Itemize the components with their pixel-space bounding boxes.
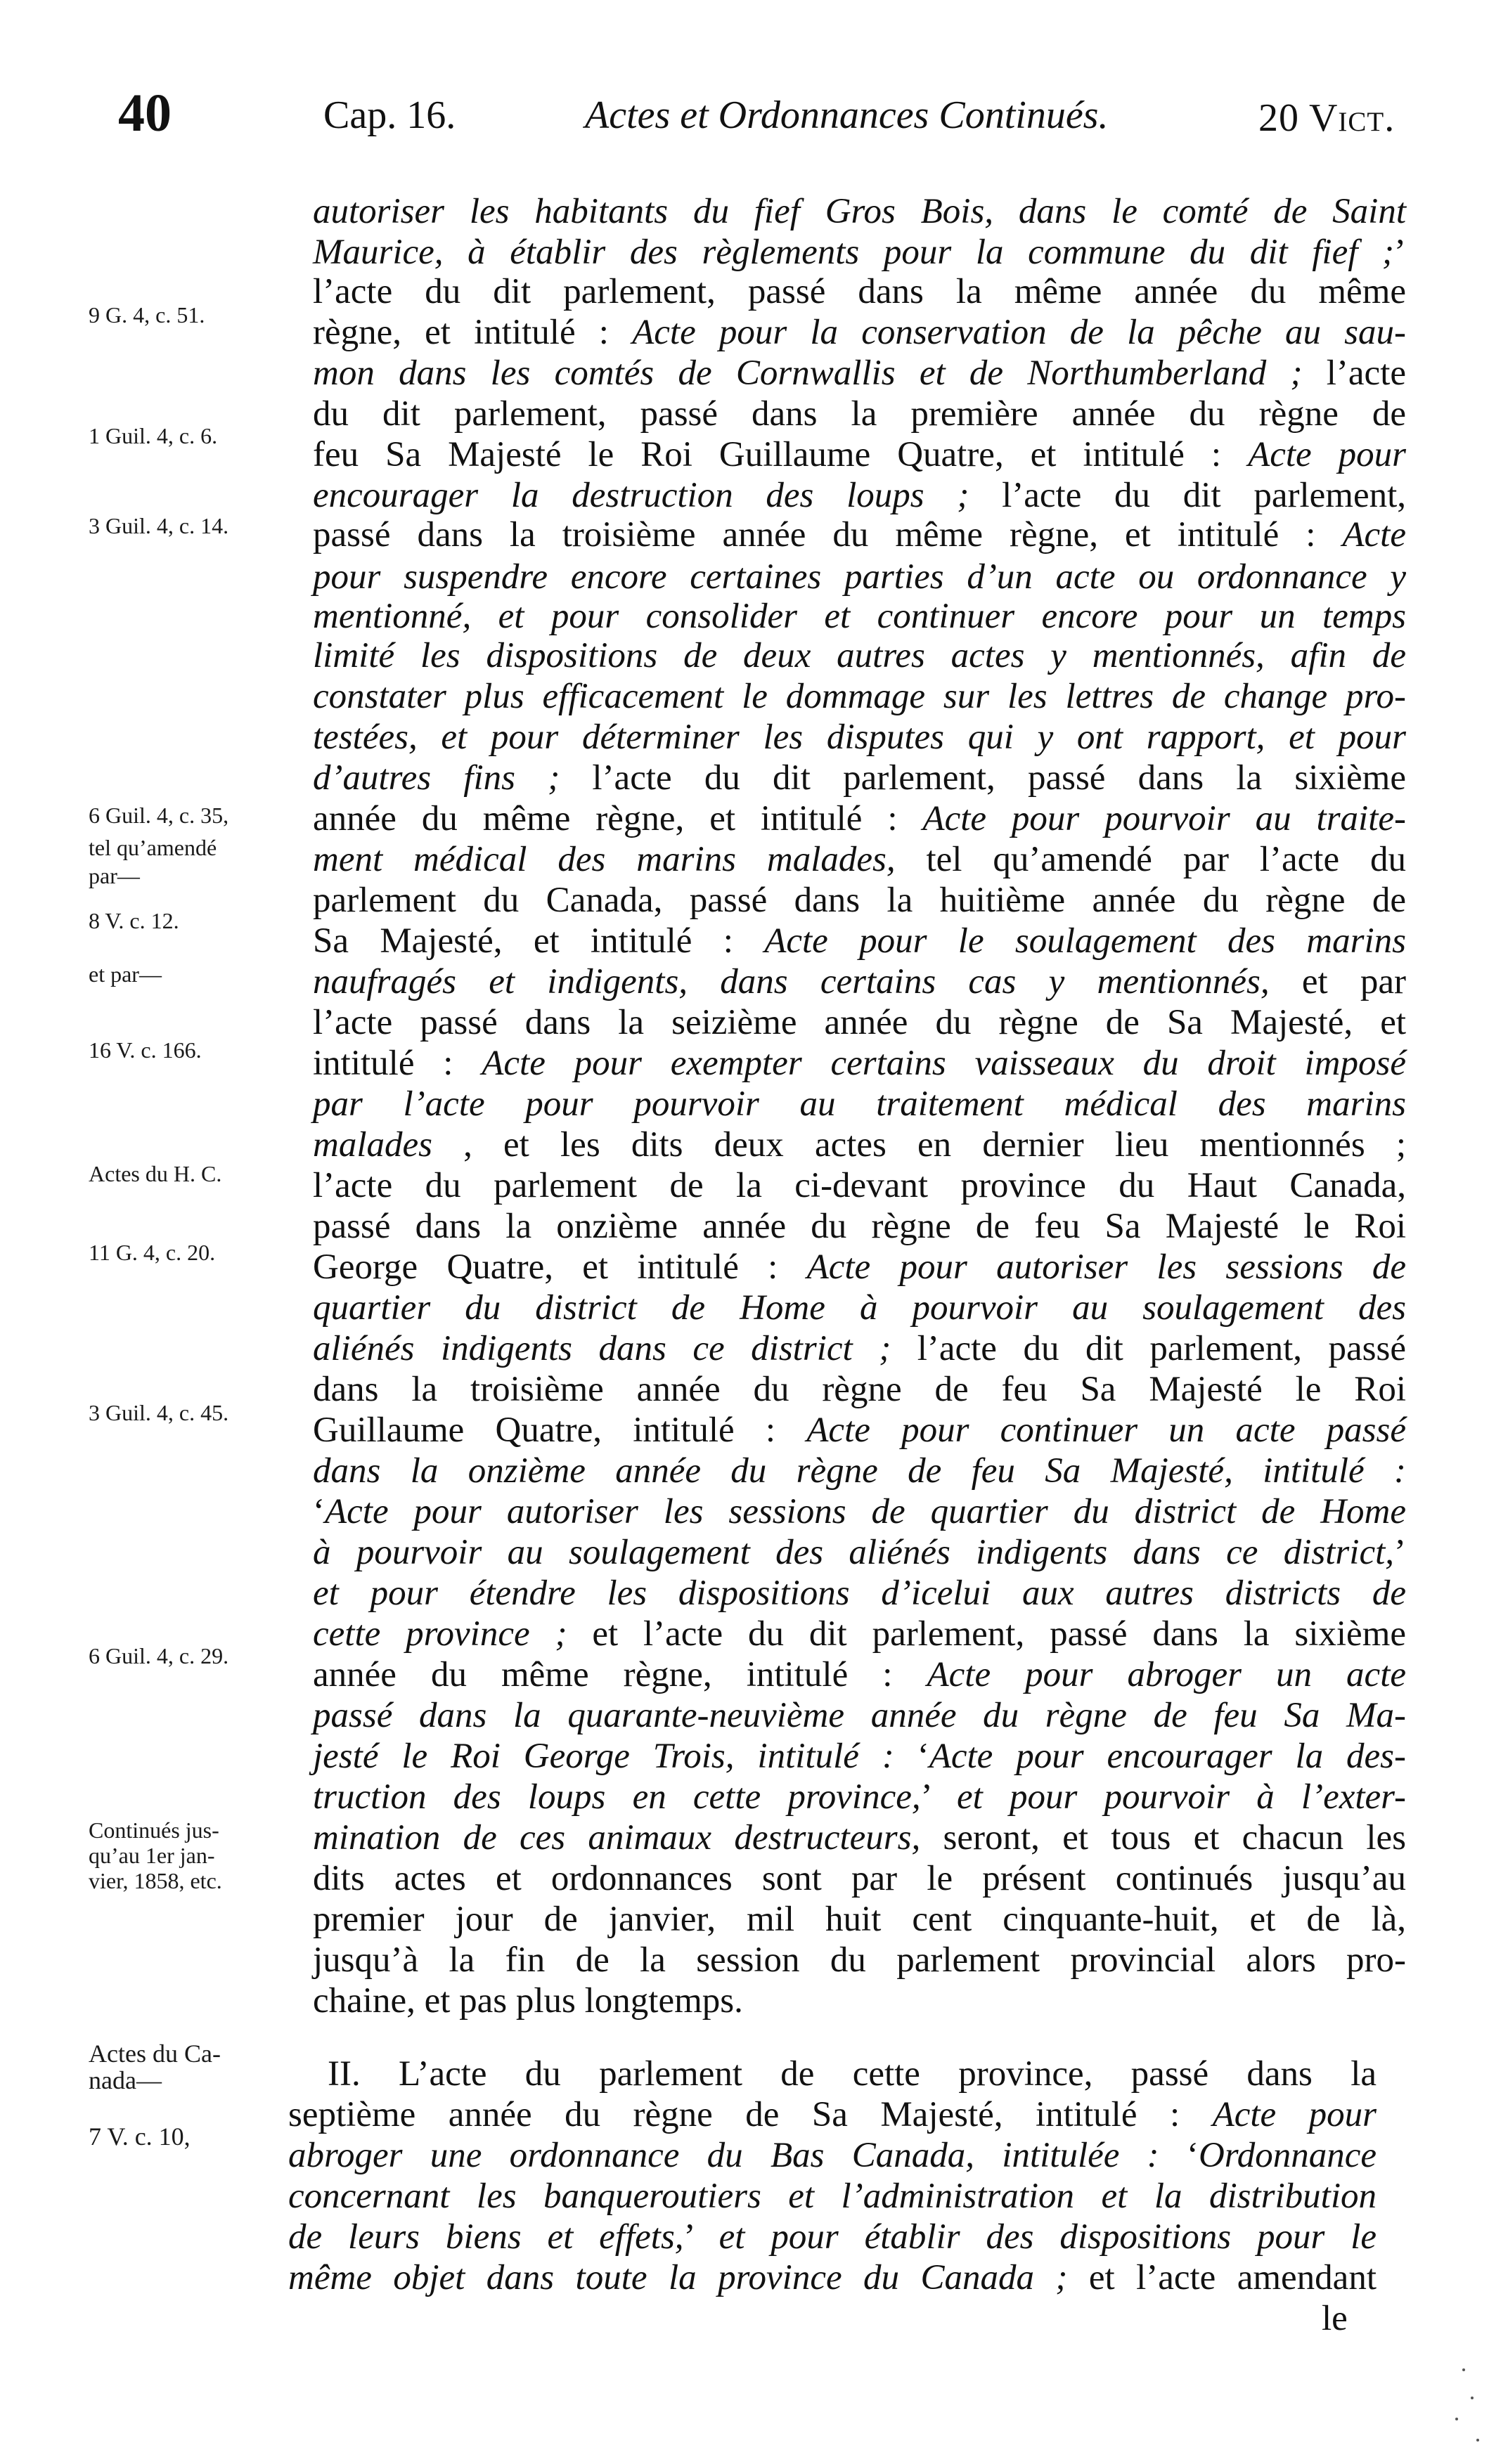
text-line: passé dans la quarante-neuvième année du règne de feu Sa Ma- [313,1696,1406,1735]
text-line: chaine, et pas plus longtemps. [313,1981,743,2021]
text-line: malades , et les dits deux actes en dernier lieu mentionnés ; [313,1125,1406,1165]
text-line: et pour étendre les dispositions d’icelui aux autres districts de [313,1574,1406,1613]
text-line: passé dans la troisième année du même règne, et intitulé : Acte [313,515,1406,555]
print-speck [1476,2439,1479,2442]
text-line: limité les dispositions de deux autres actes y mentionnés, afin de [313,636,1406,675]
text-line: à pourvoir au soulagement des aliénés indigents dans ce district,’ [313,1533,1406,1572]
text-line: dits actes et ordonnances sont par le présent continués jusqu’au [313,1859,1406,1898]
margin-note: qu’au 1er jan- [89,1843,215,1868]
text-line: septième année du règne de Sa Majesté, intitulé : Acte pour [288,2095,1377,2134]
regnal-year: 20 Vict. [1258,96,1395,140]
print-speck [1455,2418,1458,2420]
text-line: ment médical des marins malades, tel qu’amendé par l’acte du [313,840,1406,879]
page-header [0,83,1489,160]
running-title: Actes et Ordonnances Continués. [585,93,1109,137]
text-line: intitulé : Acte pour exempter certains vaisseaux du droit imposé [313,1044,1406,1083]
text-line: truction des loups en cette province,’ et pour pourvoir à l’exter- [313,1777,1406,1817]
text-line: abroger une ordonnance du Bas Canada, intitulée : ‘Ordonnance [288,2136,1377,2175]
text-line: dans la onzième année du règne de feu Sa Majesté, intitulé : [313,1451,1406,1491]
margin-note: et par— [89,961,162,987]
text-line: Sa Majesté, et intitulé : Acte pour le soulagement des marins [313,921,1406,961]
text-line: l’acte du dit parlement, passé dans la même année du même [313,272,1406,311]
text-line: passé dans la onzième année du règne de feu Sa Majesté le Roi [313,1207,1406,1246]
margin-note: 9 G. 4, c. 51. [89,302,205,328]
text-line: Maurice, à établir des règlements pour la commune du dit fief ;’ [313,233,1406,272]
text-line: même objet dans toute la province du Canada ; et l’acte amendant [288,2258,1377,2297]
margin-note: Continués jus- [89,1817,219,1843]
margin-note: 8 V. c. 12. [89,908,179,933]
margin-note: par— [89,863,140,888]
text-line: encourager la destruction des loups ; l’acte du dit parlement, [313,476,1406,515]
text-line: cette province ; et l’acte du dit parlement, passé dans la sixième [313,1614,1406,1654]
text-line: l’acte du parlement de la ci-devant province du Haut Canada, [313,1166,1406,1205]
text-line: testées, et pour déterminer les disputes qui y ont rapport, et pour [313,718,1406,757]
text-line: mon dans les comtés de Cornwallis et de Northumberland ; l’acte [313,354,1406,393]
text-line: constater plus efficacement le dommage sur les lettres de change pro- [313,677,1406,716]
text-line: pour suspendre encore certaines parties d’un acte ou ordonnance y [313,557,1406,597]
margin-note: 7 V. c. 10, [89,2122,191,2151]
text-line: par l’acte pour pourvoir au traitement médical des marins [313,1084,1406,1124]
text-line: ‘Acte pour autoriser les sessions de quartier du district de Home [313,1492,1406,1531]
text-line: le [1322,2299,1348,2338]
text-line: d’autres fins ; l’acte du dit parlement, passé dans la sixième [313,758,1406,798]
print-speck [1471,2397,1474,2399]
margin-note: 6 Guil. 4, c. 29. [89,1643,229,1668]
text-line: autoriser les habitants du fief Gros Bois, dans le comté de Saint [313,192,1406,231]
text-line: jesté le Roi George Trois, intitulé : ‘Acte pour encourager la des- [313,1737,1406,1776]
text-line: feu Sa Majesté le Roi Guillaume Quatre, et intitulé : Acte pour [313,435,1406,474]
text-line: jusqu’à la fin de la session du parlement provincial alors pro- [313,1940,1406,1980]
chapter-label: Cap. 16. [323,93,456,137]
text-line: Guillaume Quatre, intitulé : Acte pour continuer un acte passé [313,1411,1406,1450]
text-line: l’acte passé dans la seizième année du règne de Sa Majesté, et [313,1003,1406,1042]
text-line: George Quatre, et intitulé : Acte pour autoriser les sessions de [313,1247,1406,1287]
text-line: dans la troisième année du règne de feu Sa Majesté le Roi [313,1370,1406,1409]
margin-note: 3 Guil. 4, c. 14. [89,513,229,538]
text-line: II. L’acte du parlement de cette province, passé dans la [328,2054,1377,2094]
text-line: année du même règne, intitulé : Acte pour abroger un acte [313,1655,1406,1694]
text-line: mentionné, et pour consolider et continuer encore pour un temps [313,597,1406,636]
text-line: du dit parlement, passé dans la première année du règne de [313,394,1406,434]
margin-note: tel qu’amendé [89,835,217,860]
text-line: de leurs biens et effets,’ et pour établir des dispositions pour le [288,2217,1377,2257]
margin-note: Actes du H. C. [89,1161,222,1186]
margin-note: 6 Guil. 4, c. 35, [89,803,229,828]
text-line: année du même règne, et intitulé : Acte pour pourvoir au traite- [313,799,1407,838]
margin-note: 3 Guil. 4, c. 45. [89,1400,229,1425]
text-line: quartier du district de Home à pourvoir au soulagement des [313,1288,1406,1328]
margin-note: nada— [89,2066,162,2094]
margin-note: 16 V. c. 166. [89,1037,202,1063]
margin-note: 1 Guil. 4, c. 6. [89,423,218,448]
margin-note: vier, 1858, etc. [89,1868,222,1893]
text-line: concernant les banqueroutiers et l’administration et la distribution [288,2177,1377,2216]
page-number: 40 [118,84,172,143]
text-line: aliénés indigents dans ce district ; l’acte du dit parlement, passé [313,1329,1406,1368]
print-speck [1462,2368,1465,2371]
text-line: premier jour de janvier, mil huit cent cinquante-huit, et de là, [313,1900,1406,1939]
text-line: mination de ces animaux destructeurs, seront, et tous et chacun les [313,1818,1407,1857]
margin-note: Actes du Ca- [89,2040,221,2068]
margin-note: 11 G. 4, c. 20. [89,1240,216,1265]
text-line: parlement du Canada, passé dans la huitième année du règne de [313,881,1406,920]
text-line: naufragés et indigents, dans certains cas y mentionnés, et par [313,962,1406,1001]
text-line: règne, et intitulé : Acte pour la conservation de la pêche au sau- [313,313,1406,352]
